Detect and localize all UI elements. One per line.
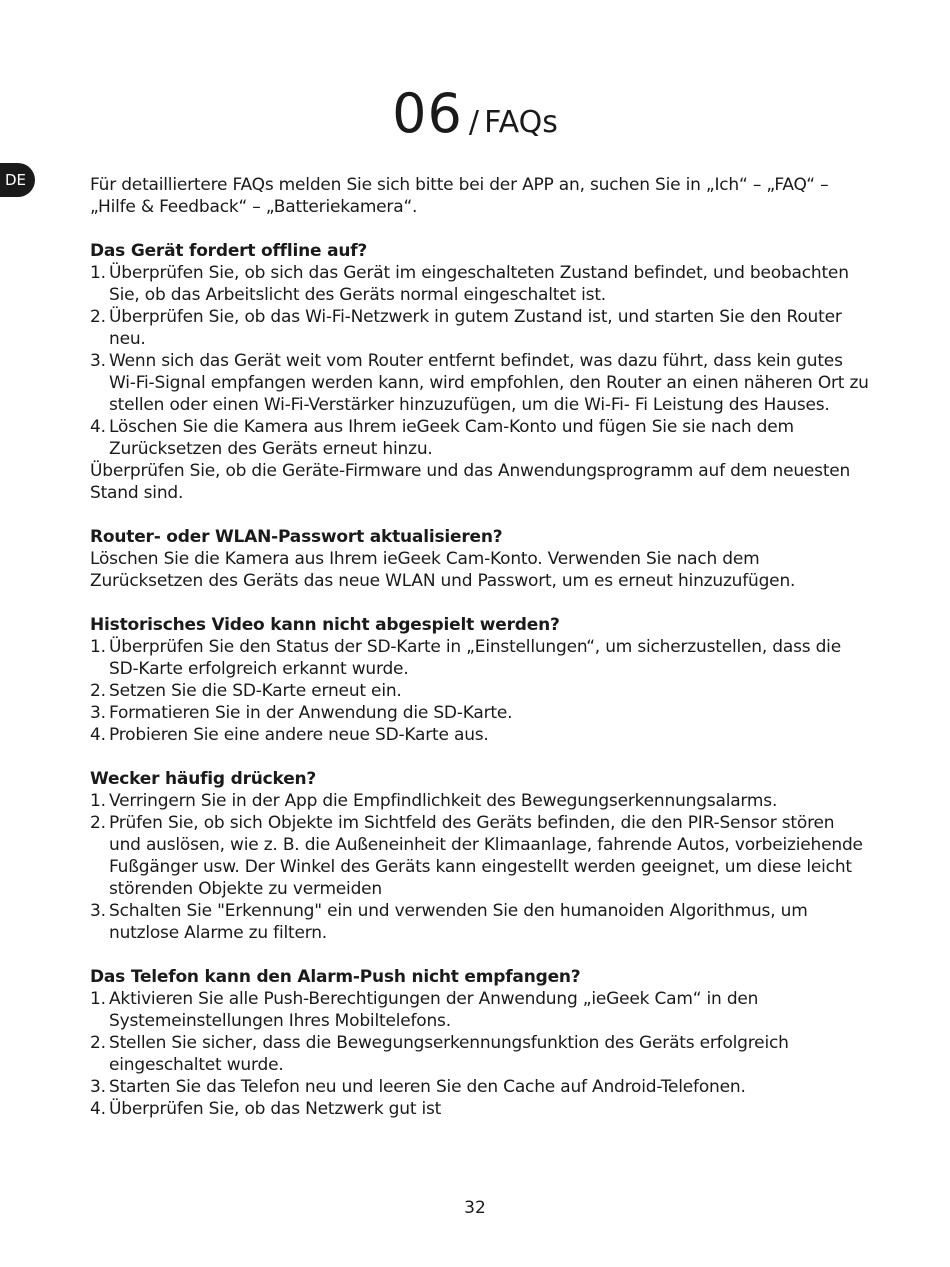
item-number: 1. [90, 637, 106, 657]
item-number: 2. [90, 307, 106, 327]
item-text: Starten Sie das Telefon neu und leeren Sie den Cache auf Android-Telefonen. [109, 1077, 746, 1097]
item-number: 2. [90, 813, 106, 833]
item-number: 1. [90, 989, 106, 1009]
item-text: Probieren Sie eine andere neue SD-Karte aus. [109, 725, 489, 745]
item-number: 2. [90, 1033, 106, 1053]
faq-section-router [90, 526, 870, 592]
list-item [90, 1098, 870, 1120]
language-tab: DE [0, 163, 35, 197]
section-heading: Das Gerät fordert offline auf? [90, 241, 368, 261]
item-text: Stellen Sie sicher, dass die Bewegungserkennungsfunktion des Geräts erfolgreich eingeschaltet wurde. [109, 1033, 789, 1075]
page-title [0, 82, 950, 145]
list-item [90, 416, 870, 460]
list-item [90, 812, 870, 900]
list-item [90, 306, 870, 350]
item-text: Aktivieren Sie alle Push-Berechtigungen der Anwendung „ieGeek Cam“ in den Systemeinstellungen Ihres Mobiltelefons. [109, 989, 759, 1031]
item-number: 4. [90, 417, 106, 437]
item-number: 2. [90, 681, 106, 701]
list-item [90, 680, 870, 702]
item-text: Überprüfen Sie den Status der SD-Karte in „Einstellungen“, um sicherzustellen, dass die SD-Karte erfolgreich erkannt wurde. [109, 637, 841, 679]
numbered-list [90, 262, 870, 460]
section-heading: Router- oder WLAN-Passwort aktualisieren? [90, 527, 503, 547]
item-number: 3. [90, 351, 106, 371]
numbered-list [90, 988, 870, 1120]
numbered-list [90, 636, 870, 746]
list-item [90, 702, 870, 724]
list-item [90, 350, 870, 416]
item-number: 4. [90, 725, 106, 745]
item-number: 1. [90, 791, 106, 811]
list-item [90, 636, 870, 680]
item-number: 3. [90, 703, 106, 723]
numbered-list [90, 790, 870, 944]
list-item [90, 724, 870, 746]
item-text: Setzen Sie die SD-Karte erneut ein. [109, 681, 402, 701]
item-number: 3. [90, 1077, 106, 1097]
faq-section-alarm [90, 768, 870, 944]
item-text: Überprüfen Sie, ob sich das Gerät im eingeschalteten Zustand befindet, und beobachten Sie, ob das Arbeitslicht des Geräts normal eingeschaltet ist. [109, 263, 849, 305]
list-item [90, 790, 870, 812]
list-item [90, 1076, 870, 1098]
title-separator: / [468, 105, 479, 140]
section-heading: Das Telefon kann den Alarm-Push nicht empfangen? [90, 967, 581, 987]
faq-section-video [90, 614, 870, 746]
item-text: Wenn sich das Gerät weit vom Router entfernt befindet, was dazu führt, dass kein gutes Wi-Fi-Signal empfangen werden kann, wird empfohlen, den Router an einen näheren Ort zu stellen oder einen Wi-Fi-Verstärker hinzuzufügen, um die Wi-Fi- Fi Leistung des Hauses. [109, 351, 869, 415]
item-text: Überprüfen Sie, ob das Netzwerk gut ist [109, 1099, 442, 1119]
section-heading: Wecker häufig drücken? [90, 769, 317, 789]
faq-section-offline [90, 240, 870, 504]
intro-paragraph: Für detailliertere FAQs melden Sie sich bitte bei der APP an, suchen Sie in „Ich“ – „FAQ“ – „Hilfe & Feedback“ – „Batteriekamera“. [90, 175, 829, 217]
chapter-number: 06 [392, 82, 463, 145]
item-text: Formatieren Sie in der Anwendung die SD-Karte. [109, 703, 513, 723]
item-number: 3. [90, 901, 106, 921]
list-item [90, 988, 870, 1032]
item-number: 4. [90, 1099, 106, 1119]
chapter-title: FAQs [484, 105, 558, 140]
faq-content [90, 174, 870, 1120]
list-item [90, 1032, 870, 1076]
item-text: Verringern Sie in der App die Empfindlichkeit des Bewegungserkennungsalarms. [109, 791, 778, 811]
item-number: 1. [90, 263, 106, 283]
item-text: Schalten Sie "Erkennung" ein und verwenden Sie den humanoiden Algorithmus, um nutzlose Alarme zu filtern. [109, 901, 808, 943]
section-heading: Historisches Video kann nicht abgespielt werden? [90, 615, 560, 635]
section-body: Löschen Sie die Kamera aus Ihrem ieGeek Cam-Konto. Verwenden Sie nach dem Zurücksetzen des Geräts das neue WLAN und Passwort, um es erneut hinzuzufügen. [90, 549, 796, 591]
list-item [90, 900, 870, 944]
list-item [90, 262, 870, 306]
item-text: Überprüfen Sie, ob das Wi-Fi-Netzwerk in gutem Zustand ist, und starten Sie den Router neu. [109, 307, 842, 349]
page-number: 32 [464, 1198, 486, 1218]
section-footer: Überprüfen Sie, ob die Geräte-Firmware und das Anwendungsprogramm auf dem neuesten Stand sind. [90, 461, 851, 503]
item-text: Löschen Sie die Kamera aus Ihrem ieGeek Cam-Konto und fügen Sie sie nach dem Zurücksetzen des Geräts erneut hinzu. [109, 417, 794, 459]
faq-section-push [90, 966, 870, 1120]
item-text: Prüfen Sie, ob sich Objekte im Sichtfeld des Geräts befinden, die den PIR-Sensor stören und auslösen, wie z. B. die Außeneinheit der Klimaanlage, fahrende Autos, vorbeiziehende Fußgänger usw. Der Winkel des Geräts kann eingestellt werden geeignet, um diese leicht störenden Objekte zu vermeiden [109, 813, 863, 899]
